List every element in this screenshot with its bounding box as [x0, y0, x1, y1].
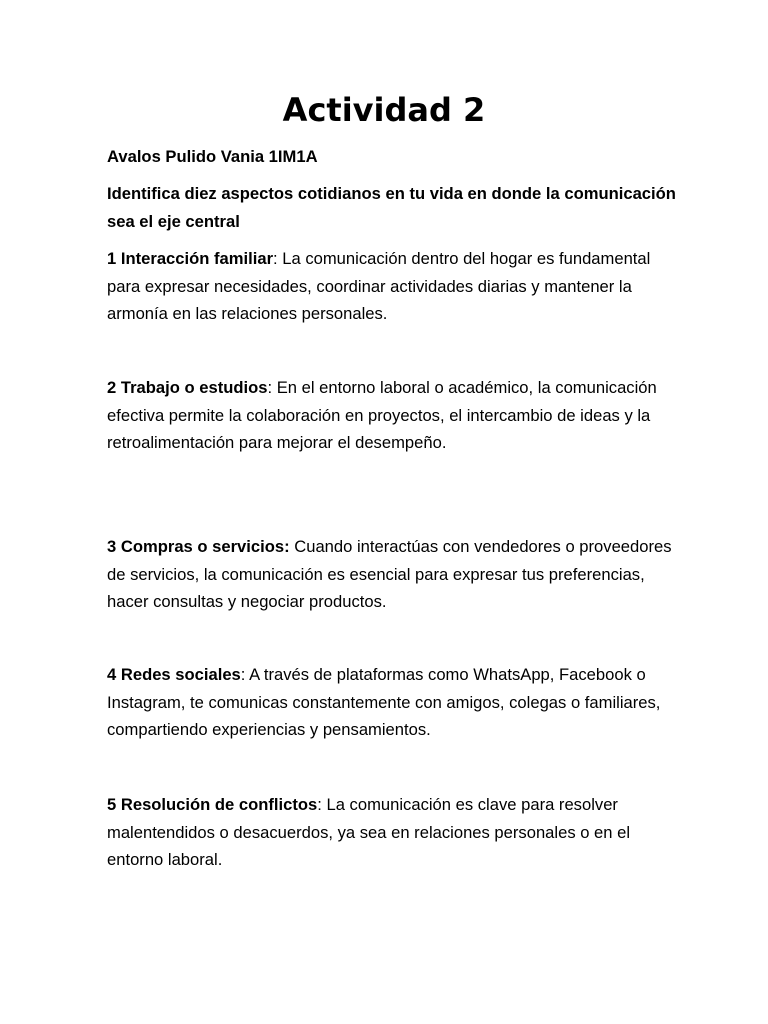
item-number: 1: [107, 249, 117, 268]
item-number: 5: [107, 795, 117, 814]
assignment-prompt: Identifica diez aspectos cotidianos en tu vida en donde la comunicación sea el eje central: [107, 184, 676, 231]
item-text: La comunicación es clave para resolver malentendidos o desacuerdos, ya sea en relaciones personales o en el entorno laboral.: [107, 795, 631, 869]
item-heading: Interacción familiar: [120, 249, 274, 268]
item-heading: Compras o servicios:: [120, 537, 290, 556]
item-heading: Resolución de conflictos: [120, 795, 318, 814]
item-text: En el entorno laboral o académico, la comunicación efectiva permite la colaboración en proyectos, el intercambio de ideas y la retroalimentación para mejorar el desempeño.: [107, 378, 657, 452]
item-number: 4: [107, 665, 117, 684]
item-separator: :: [317, 795, 322, 814]
list-item: [107, 661, 682, 744]
item-text: A través de plataformas como WhatsApp, Facebook o Instagram, te comunicas constantemente con amigos, colegas o familiares, compartiendo experiencias y pensamientos.: [107, 665, 661, 739]
item-number: 2: [107, 378, 117, 397]
item-separator: :: [240, 665, 246, 684]
list-item: [107, 374, 682, 457]
author-line: Avalos Pulido Vania 1IM1A: [107, 147, 318, 166]
item-separator: :: [267, 378, 273, 397]
item-heading: Trabajo o estudios: [120, 378, 268, 397]
item-number: 3: [107, 537, 117, 556]
item-text: La comunicación dentro del hogar es fundamental para expresar necesidades, coordinar actividades diarias y mantener la armonía en las relaciones personales.: [107, 249, 651, 323]
item-heading: Redes sociales: [120, 665, 241, 684]
list-item: [107, 245, 682, 328]
item-text: Cuando interactúas con vendedores o proveedores de servicios, la comunicación es esencial para expresar tus preferencias, hacer consultas y negociar productos.: [107, 537, 672, 611]
list-item: [107, 791, 682, 874]
document-title: Actividad 2: [282, 91, 486, 129]
item-separator: :: [273, 249, 278, 268]
list-item: [107, 533, 682, 616]
